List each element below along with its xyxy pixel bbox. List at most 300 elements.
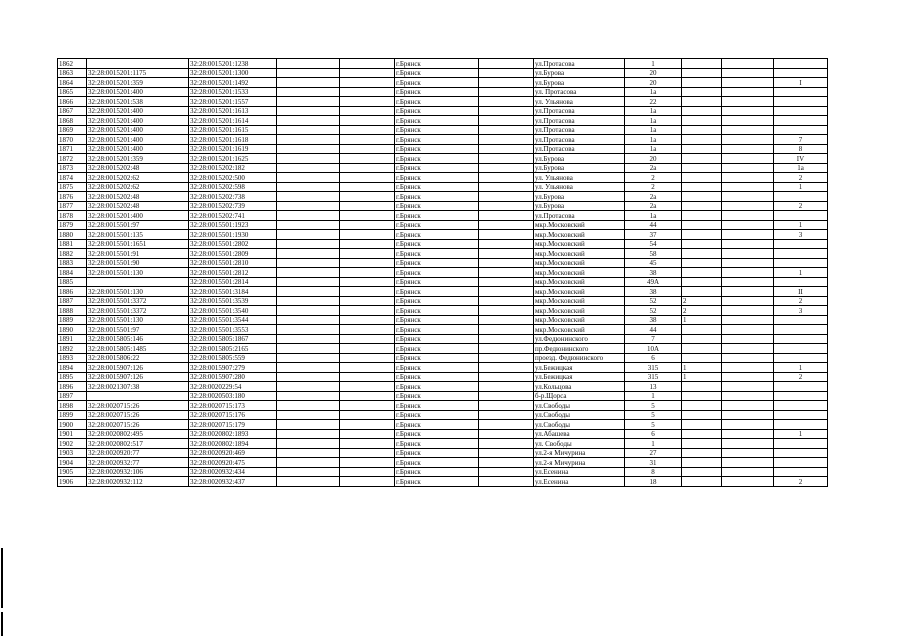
empty-cell bbox=[479, 287, 534, 297]
building-number bbox=[682, 458, 722, 468]
house-number: 10А bbox=[625, 344, 682, 354]
source-cadastral-number bbox=[87, 59, 189, 69]
street: ул. Ульянова bbox=[534, 97, 625, 107]
building-number bbox=[682, 477, 722, 487]
empty-cell bbox=[277, 249, 340, 259]
building-number bbox=[682, 467, 722, 477]
source-cadastral-number bbox=[87, 277, 189, 287]
city: г.Брянск bbox=[395, 220, 479, 230]
empty-cell bbox=[479, 344, 534, 354]
city: г.Брянск bbox=[395, 372, 479, 382]
building-number bbox=[682, 439, 722, 449]
apartment-number bbox=[774, 125, 828, 135]
city: г.Брянск bbox=[395, 353, 479, 363]
house-number: 1а bbox=[625, 106, 682, 116]
empty-cell bbox=[479, 268, 534, 278]
source-cadastral-number: 32:28:0020715:26 bbox=[87, 420, 189, 430]
street: мкр.Московский bbox=[534, 220, 625, 230]
row-number: 1889 bbox=[58, 315, 87, 325]
street: мкр.Московский bbox=[534, 277, 625, 287]
building-number bbox=[682, 135, 722, 145]
empty-cell bbox=[722, 391, 774, 401]
empty-cell bbox=[722, 68, 774, 78]
empty-cell bbox=[340, 59, 395, 69]
street: ул. Ульянова bbox=[534, 182, 625, 192]
table-row bbox=[58, 211, 828, 221]
empty-cell bbox=[722, 106, 774, 116]
house-number: 27 bbox=[625, 448, 682, 458]
empty-cell bbox=[479, 192, 534, 202]
row-number: 1871 bbox=[58, 144, 87, 154]
apartment-number bbox=[774, 315, 828, 325]
row-number: 1875 bbox=[58, 182, 87, 192]
house-number: 1 bbox=[625, 439, 682, 449]
cadastral-number: 32:28:0015805:2165 bbox=[189, 344, 277, 354]
street: ул.Бурова bbox=[534, 68, 625, 78]
row-number: 1898 bbox=[58, 401, 87, 411]
apartment-number bbox=[774, 116, 828, 126]
building-number bbox=[682, 391, 722, 401]
row-number: 1893 bbox=[58, 353, 87, 363]
empty-cell bbox=[722, 230, 774, 240]
city: г.Брянск bbox=[395, 87, 479, 97]
empty-cell bbox=[479, 220, 534, 230]
cadastral-number: 32:28:0015201:1300 bbox=[189, 68, 277, 78]
street: мкр.Московский bbox=[534, 306, 625, 316]
apartment-number bbox=[774, 410, 828, 420]
cadastral-number: 32:28:0015202:182 bbox=[189, 163, 277, 173]
apartment-number bbox=[774, 448, 828, 458]
empty-cell bbox=[277, 363, 340, 373]
empty-cell bbox=[340, 401, 395, 411]
table-row bbox=[58, 106, 828, 116]
empty-cell bbox=[722, 78, 774, 88]
apartment-number bbox=[774, 249, 828, 259]
building-number bbox=[682, 220, 722, 230]
source-cadastral-number: 32:28:0015201:1175 bbox=[87, 68, 189, 78]
empty-cell bbox=[479, 277, 534, 287]
row-number: 1905 bbox=[58, 467, 87, 477]
table-row bbox=[58, 401, 828, 411]
empty-cell bbox=[722, 410, 774, 420]
apartment-number: 1 bbox=[774, 182, 828, 192]
source-cadastral-number: 32:28:0015202:48 bbox=[87, 163, 189, 173]
empty-cell bbox=[479, 439, 534, 449]
city: г.Брянск bbox=[395, 458, 479, 468]
house-number: 5 bbox=[625, 401, 682, 411]
table-row bbox=[58, 192, 828, 202]
empty-cell bbox=[722, 306, 774, 316]
empty-cell bbox=[340, 477, 395, 487]
apartment-number bbox=[774, 344, 828, 354]
table-row bbox=[58, 325, 828, 335]
empty-cell bbox=[277, 277, 340, 287]
building-number bbox=[682, 106, 722, 116]
source-cadastral-number: 32:28:0015201:400 bbox=[87, 87, 189, 97]
house-number: 38 bbox=[625, 287, 682, 297]
row-number: 1891 bbox=[58, 334, 87, 344]
street: мкр.Московский bbox=[534, 249, 625, 259]
empty-cell bbox=[479, 239, 534, 249]
empty-cell bbox=[722, 296, 774, 306]
empty-cell bbox=[340, 125, 395, 135]
house-number: 8 bbox=[625, 467, 682, 477]
empty-cell bbox=[722, 353, 774, 363]
street: ул.Федюнинского bbox=[534, 334, 625, 344]
empty-cell bbox=[340, 334, 395, 344]
source-cadastral-number: 32:28:0015501:130 bbox=[87, 287, 189, 297]
row-number: 1901 bbox=[58, 429, 87, 439]
street: мкр.Московский bbox=[534, 239, 625, 249]
city: г.Брянск bbox=[395, 154, 479, 164]
empty-cell bbox=[722, 363, 774, 373]
apartment-number: 1 bbox=[774, 363, 828, 373]
empty-cell bbox=[277, 59, 340, 69]
empty-cell bbox=[479, 249, 534, 259]
apartment-number: II bbox=[774, 287, 828, 297]
empty-cell bbox=[277, 78, 340, 88]
empty-cell bbox=[479, 68, 534, 78]
empty-cell bbox=[722, 467, 774, 477]
city: г.Брянск bbox=[395, 163, 479, 173]
row-number: 1872 bbox=[58, 154, 87, 164]
empty-cell bbox=[277, 477, 340, 487]
city: г.Брянск bbox=[395, 448, 479, 458]
empty-cell bbox=[340, 429, 395, 439]
row-number: 1899 bbox=[58, 410, 87, 420]
cadastral-number: 32:28:0015501:2814 bbox=[189, 277, 277, 287]
empty-cell bbox=[340, 448, 395, 458]
house-number: 2а bbox=[625, 192, 682, 202]
empty-cell bbox=[479, 353, 534, 363]
apartment-number bbox=[774, 87, 828, 97]
table-row bbox=[58, 230, 828, 240]
table-row bbox=[58, 201, 828, 211]
source-cadastral-number: 32:28:0015202:62 bbox=[87, 173, 189, 183]
row-number: 1863 bbox=[58, 68, 87, 78]
empty-cell bbox=[340, 97, 395, 107]
cadastral-number: 32:28:0015201:1618 bbox=[189, 135, 277, 145]
cadastral-number: 32:28:0015202:598 bbox=[189, 182, 277, 192]
building-number: 2 bbox=[682, 306, 722, 316]
empty-cell bbox=[722, 287, 774, 297]
street: мкр.Московский bbox=[534, 268, 625, 278]
city: г.Брянск bbox=[395, 258, 479, 268]
empty-cell bbox=[722, 249, 774, 259]
source-cadastral-number: 32:28:0020932:77 bbox=[87, 458, 189, 468]
row-number: 1865 bbox=[58, 87, 87, 97]
apartment-number: 3 bbox=[774, 230, 828, 240]
empty-cell bbox=[722, 59, 774, 69]
source-cadastral-number: 32:28:0020802:495 bbox=[87, 429, 189, 439]
row-number: 1885 bbox=[58, 277, 87, 287]
cadastral-number: 32:28:0015501:3544 bbox=[189, 315, 277, 325]
street: ул.Есенина bbox=[534, 467, 625, 477]
street: ул.Есенина bbox=[534, 477, 625, 487]
building-number bbox=[682, 382, 722, 392]
empty-cell bbox=[277, 87, 340, 97]
empty-cell bbox=[479, 363, 534, 373]
table-row bbox=[58, 410, 828, 420]
building-number bbox=[682, 125, 722, 135]
table-row bbox=[58, 173, 828, 183]
table-row bbox=[58, 448, 828, 458]
empty-cell bbox=[277, 372, 340, 382]
cadastral-number: 32:28:0015201:1238 bbox=[189, 59, 277, 69]
row-number: 1868 bbox=[58, 116, 87, 126]
building-number bbox=[682, 182, 722, 192]
table-row bbox=[58, 268, 828, 278]
street: ул.Бурова bbox=[534, 78, 625, 88]
scan-edge-mark bbox=[1, 612, 3, 636]
city: г.Брянск bbox=[395, 268, 479, 278]
source-cadastral-number: 32:28:0015806:22 bbox=[87, 353, 189, 363]
empty-cell bbox=[479, 334, 534, 344]
row-number: 1866 bbox=[58, 97, 87, 107]
table-row bbox=[58, 239, 828, 249]
street: б-р.Щорса bbox=[534, 391, 625, 401]
house-number: 2а bbox=[625, 201, 682, 211]
cadastral-number: 32:28:0015501:3184 bbox=[189, 287, 277, 297]
empty-cell bbox=[340, 68, 395, 78]
empty-cell bbox=[479, 448, 534, 458]
table-row bbox=[58, 372, 828, 382]
empty-cell bbox=[340, 287, 395, 297]
empty-cell bbox=[479, 154, 534, 164]
apartment-number bbox=[774, 458, 828, 468]
empty-cell bbox=[277, 239, 340, 249]
source-cadastral-number: 32:28:0015907:126 bbox=[87, 363, 189, 373]
street: ул.Бурова bbox=[534, 163, 625, 173]
city: г.Брянск bbox=[395, 325, 479, 335]
empty-cell bbox=[722, 477, 774, 487]
empty-cell bbox=[277, 287, 340, 297]
table-row bbox=[58, 296, 828, 306]
building-number bbox=[682, 334, 722, 344]
house-number: 58 bbox=[625, 249, 682, 259]
empty-cell bbox=[722, 182, 774, 192]
empty-cell bbox=[722, 125, 774, 135]
street: мкр.Московский bbox=[534, 296, 625, 306]
row-number: 1890 bbox=[58, 325, 87, 335]
building-number bbox=[682, 344, 722, 354]
building-number bbox=[682, 192, 722, 202]
apartment-number bbox=[774, 68, 828, 78]
table-row bbox=[58, 287, 828, 297]
house-number: 13 bbox=[625, 382, 682, 392]
city: г.Брянск bbox=[395, 306, 479, 316]
house-number: 1а bbox=[625, 144, 682, 154]
empty-cell bbox=[479, 467, 534, 477]
source-cadastral-number bbox=[87, 391, 189, 401]
source-cadastral-number: 32:28:0015202:48 bbox=[87, 201, 189, 211]
empty-cell bbox=[722, 458, 774, 468]
empty-cell bbox=[340, 211, 395, 221]
house-number: 37 bbox=[625, 230, 682, 240]
table-row bbox=[58, 363, 828, 373]
street: ул.Бурова bbox=[534, 201, 625, 211]
table-row bbox=[58, 439, 828, 449]
cadastral-number: 32:28:0015907:279 bbox=[189, 363, 277, 373]
city: г.Брянск bbox=[395, 410, 479, 420]
empty-cell bbox=[340, 344, 395, 354]
building-number bbox=[682, 410, 722, 420]
empty-cell bbox=[479, 372, 534, 382]
table-row bbox=[58, 344, 828, 354]
empty-cell bbox=[277, 420, 340, 430]
row-number: 1870 bbox=[58, 135, 87, 145]
apartment-number: I bbox=[774, 78, 828, 88]
street: ул.Свободы bbox=[534, 410, 625, 420]
empty-cell bbox=[277, 353, 340, 363]
city: г.Брянск bbox=[395, 439, 479, 449]
house-number: 38 bbox=[625, 315, 682, 325]
apartment-number bbox=[774, 97, 828, 107]
building-number bbox=[682, 249, 722, 259]
city: г.Брянск bbox=[395, 230, 479, 240]
city: г.Брянск bbox=[395, 144, 479, 154]
table-row bbox=[58, 59, 828, 69]
apartment-number: 2 bbox=[774, 201, 828, 211]
empty-cell bbox=[722, 439, 774, 449]
row-number: 1864 bbox=[58, 78, 87, 88]
street: ул.Протасова bbox=[534, 144, 625, 154]
street: ул.Протасова bbox=[534, 59, 625, 69]
apartment-number bbox=[774, 325, 828, 335]
building-number: 1 bbox=[682, 363, 722, 373]
empty-cell bbox=[479, 97, 534, 107]
empty-cell bbox=[340, 258, 395, 268]
source-cadastral-number: 32:28:0015201:359 bbox=[87, 78, 189, 88]
source-cadastral-number: 32:28:0015201:400 bbox=[87, 211, 189, 221]
source-cadastral-number: 32:28:0015501:1651 bbox=[87, 239, 189, 249]
row-number: 1876 bbox=[58, 192, 87, 202]
street: ул.Протасова bbox=[534, 125, 625, 135]
empty-cell bbox=[479, 201, 534, 211]
cadastral-number: 32:28:0015201:1615 bbox=[189, 125, 277, 135]
empty-cell bbox=[277, 296, 340, 306]
street: ул.Бежицкая bbox=[534, 363, 625, 373]
house-number: 20 bbox=[625, 154, 682, 164]
cadastral-number: 32:28:0015501:2812 bbox=[189, 268, 277, 278]
house-number: 2 bbox=[625, 182, 682, 192]
empty-cell bbox=[340, 87, 395, 97]
empty-cell bbox=[277, 315, 340, 325]
empty-cell bbox=[340, 201, 395, 211]
source-cadastral-number: 32:28:0015501:130 bbox=[87, 315, 189, 325]
apartment-number bbox=[774, 211, 828, 221]
city: г.Брянск bbox=[395, 116, 479, 126]
empty-cell bbox=[277, 144, 340, 154]
source-cadastral-number: 32:28:0015201:538 bbox=[87, 97, 189, 107]
empty-cell bbox=[340, 325, 395, 335]
empty-cell bbox=[479, 296, 534, 306]
table-row bbox=[58, 182, 828, 192]
table-row bbox=[58, 334, 828, 344]
row-number: 1894 bbox=[58, 363, 87, 373]
empty-cell bbox=[277, 325, 340, 335]
house-number: 54 bbox=[625, 239, 682, 249]
empty-cell bbox=[722, 87, 774, 97]
table-row bbox=[58, 458, 828, 468]
source-cadastral-number: 32:28:0015202:48 bbox=[87, 192, 189, 202]
house-number: 1а bbox=[625, 125, 682, 135]
building-number bbox=[682, 353, 722, 363]
apartment-number: 2 bbox=[774, 477, 828, 487]
empty-cell bbox=[722, 420, 774, 430]
empty-cell bbox=[277, 68, 340, 78]
house-number: 52 bbox=[625, 296, 682, 306]
house-number: 44 bbox=[625, 325, 682, 335]
empty-cell bbox=[722, 448, 774, 458]
street: ул.Свободы bbox=[534, 420, 625, 430]
table-row bbox=[58, 78, 828, 88]
building-number bbox=[682, 239, 722, 249]
cadastral-number: 32:28:0015501:2802 bbox=[189, 239, 277, 249]
empty-cell bbox=[340, 239, 395, 249]
cadastral-number: 32:28:0020715:179 bbox=[189, 420, 277, 430]
row-number: 1896 bbox=[58, 382, 87, 392]
cadastral-number: 32:28:0015201:1533 bbox=[189, 87, 277, 97]
empty-cell bbox=[722, 239, 774, 249]
house-number: 38 bbox=[625, 268, 682, 278]
cadastral-number: 32:28:0015501:3540 bbox=[189, 306, 277, 316]
empty-cell bbox=[340, 135, 395, 145]
empty-cell bbox=[722, 116, 774, 126]
city: г.Брянск bbox=[395, 249, 479, 259]
house-number: 20 bbox=[625, 78, 682, 88]
table-row bbox=[58, 258, 828, 268]
empty-cell bbox=[340, 420, 395, 430]
cadastral-number: 32:28:0015202:738 bbox=[189, 192, 277, 202]
street: ул.Протасова bbox=[534, 116, 625, 126]
cadastral-number: 32:28:0020920:475 bbox=[189, 458, 277, 468]
cadastral-number: 32:28:0020229:54 bbox=[189, 382, 277, 392]
cadastral-number: 32:28:0015201:1613 bbox=[189, 106, 277, 116]
empty-cell bbox=[340, 192, 395, 202]
source-cadastral-number: 32:28:0021307:38 bbox=[87, 382, 189, 392]
cadastral-number: 32:28:0015201:1614 bbox=[189, 116, 277, 126]
table-row bbox=[58, 116, 828, 126]
empty-cell bbox=[277, 382, 340, 392]
empty-cell bbox=[722, 220, 774, 230]
building-number bbox=[682, 420, 722, 430]
row-number: 1906 bbox=[58, 477, 87, 487]
empty-cell bbox=[479, 477, 534, 487]
empty-cell bbox=[340, 173, 395, 183]
house-number: 52 bbox=[625, 306, 682, 316]
cadastral-number: 32:28:0020920:469 bbox=[189, 448, 277, 458]
empty-cell bbox=[277, 125, 340, 135]
house-number: 49А bbox=[625, 277, 682, 287]
source-cadastral-number: 32:28:0015501:97 bbox=[87, 325, 189, 335]
building-number bbox=[682, 230, 722, 240]
apartment-number bbox=[774, 239, 828, 249]
source-cadastral-number: 32:28:0015501:3372 bbox=[87, 296, 189, 306]
empty-cell bbox=[277, 201, 340, 211]
empty-cell bbox=[277, 116, 340, 126]
row-number: 1874 bbox=[58, 173, 87, 183]
table-body bbox=[58, 59, 828, 487]
empty-cell bbox=[340, 182, 395, 192]
apartment-number bbox=[774, 391, 828, 401]
empty-cell bbox=[722, 315, 774, 325]
empty-cell bbox=[722, 334, 774, 344]
empty-cell bbox=[340, 277, 395, 287]
empty-cell bbox=[479, 173, 534, 183]
empty-cell bbox=[722, 268, 774, 278]
cadastral-number: 32:28:0015202:741 bbox=[189, 211, 277, 221]
